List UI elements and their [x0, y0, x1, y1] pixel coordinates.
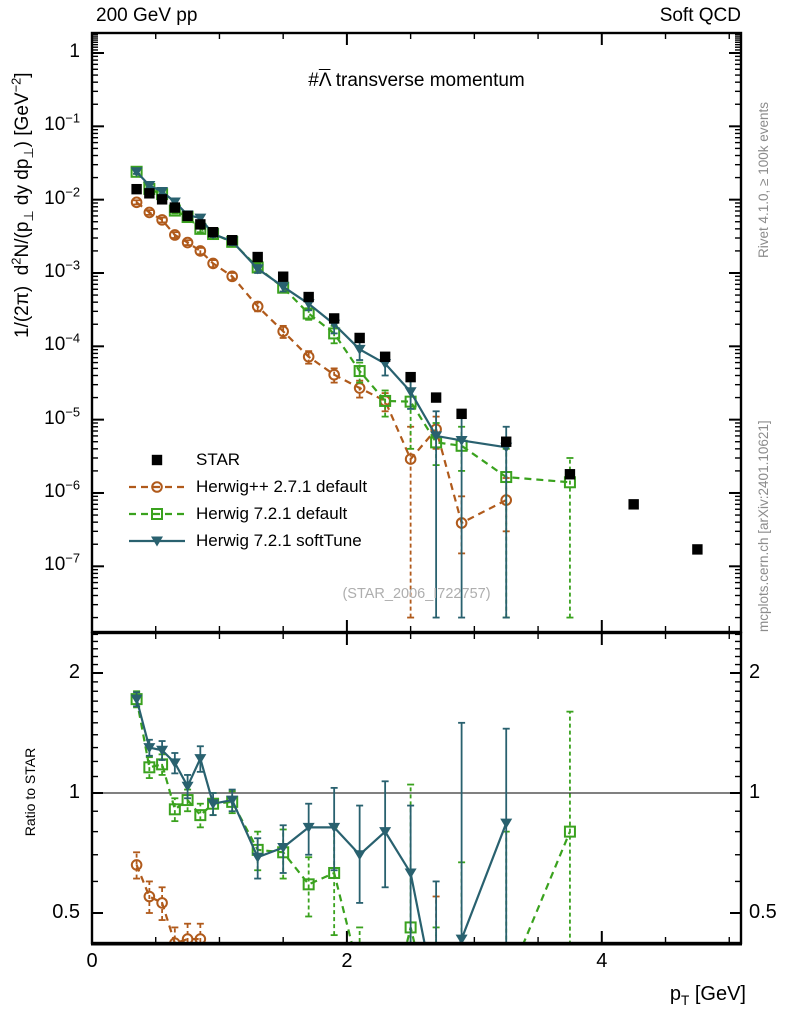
legend-label: Herwig 7.2.1 softTune — [196, 530, 362, 550]
x-axis-title: $p_T$ [GeV] — [669, 983, 746, 1008]
legend-entry-herwig-2-7-1-default — [128, 473, 367, 500]
plot-title — [92, 70, 741, 92]
analysis-id-watermark: (STAR_2006_I722757) — [342, 586, 491, 602]
legend-swatch — [128, 506, 186, 522]
title-text: transverse momentum — [330, 70, 525, 91]
mcplots-citation-note: mcplots.cern.ch [arXiv:2401.10621] — [756, 420, 771, 632]
legend-entry-star — [128, 446, 367, 473]
rivet-version-note: Rivet 4.1.0, ≥ 100k events — [756, 102, 771, 258]
main-y-tick-label: $10^{-7}$ — [44, 550, 80, 576]
x-tick-label: 4 — [596, 950, 608, 972]
legend-label: Herwig 7.2.1 default — [196, 503, 348, 523]
x-tick-label: 2 — [341, 950, 353, 972]
series-ratio-herwig-7-2-1-softtune — [131, 692, 513, 1024]
legend-swatch — [128, 452, 186, 468]
main-y-tick-label: $10^{-2}$ — [44, 184, 80, 209]
main-y-tick-label: $10^{-4}$ — [44, 330, 80, 356]
main-y-tick-label: $10^{-3}$ — [44, 257, 80, 282]
y-axis-title: 1/(2π) $d^2N/(p_\perp$ dy $dp_\perp$) [GeV$^{-2}$] — [8, 72, 36, 338]
ratio-y-tick-label: 2 — [68, 661, 80, 683]
ratio-y-tick-label: 0.5 — [52, 900, 80, 923]
series-ratio-herwig-7-2-1-default — [132, 691, 575, 1024]
legend-label: Herwig++ 2.7.1 default — [196, 476, 368, 496]
legend-swatch — [128, 479, 186, 495]
x-tick-label: 0 — [86, 950, 98, 972]
ratio-y-tick-label: 0.5 — [749, 900, 777, 923]
title-hash: # — [308, 70, 319, 91]
main-y-tick-label: $10^{-6}$ — [44, 477, 80, 502]
ratio-axis-title: Ratio to STAR — [22, 747, 38, 837]
ratio-y-tick-label: 1 — [68, 781, 80, 803]
legend-label: STAR — [196, 449, 241, 469]
main-y-tick-label: $10^{-5}$ — [44, 404, 80, 429]
legend-entry-herwig-7-2-1-default — [128, 500, 367, 527]
legend-entry-herwig-7-2-1-softtune — [128, 527, 367, 554]
ratio-y-tick-label: 2 — [749, 661, 761, 683]
main-y-tick-label: $10^{-1}$ — [44, 111, 80, 136]
title-antilambda-symbol: $\overline{\Lambda}$ — [318, 70, 331, 91]
process-label: Soft QCD — [659, 5, 741, 26]
legend — [128, 446, 367, 554]
ratio-y-tick-label: 1 — [749, 781, 761, 803]
series-main-herwig-2-7-1-default — [132, 198, 511, 618]
beam-energy-label: 200 GeV pp — [96, 5, 198, 26]
legend-swatch — [128, 533, 186, 549]
main-y-tick-label: 1 — [69, 41, 80, 62]
